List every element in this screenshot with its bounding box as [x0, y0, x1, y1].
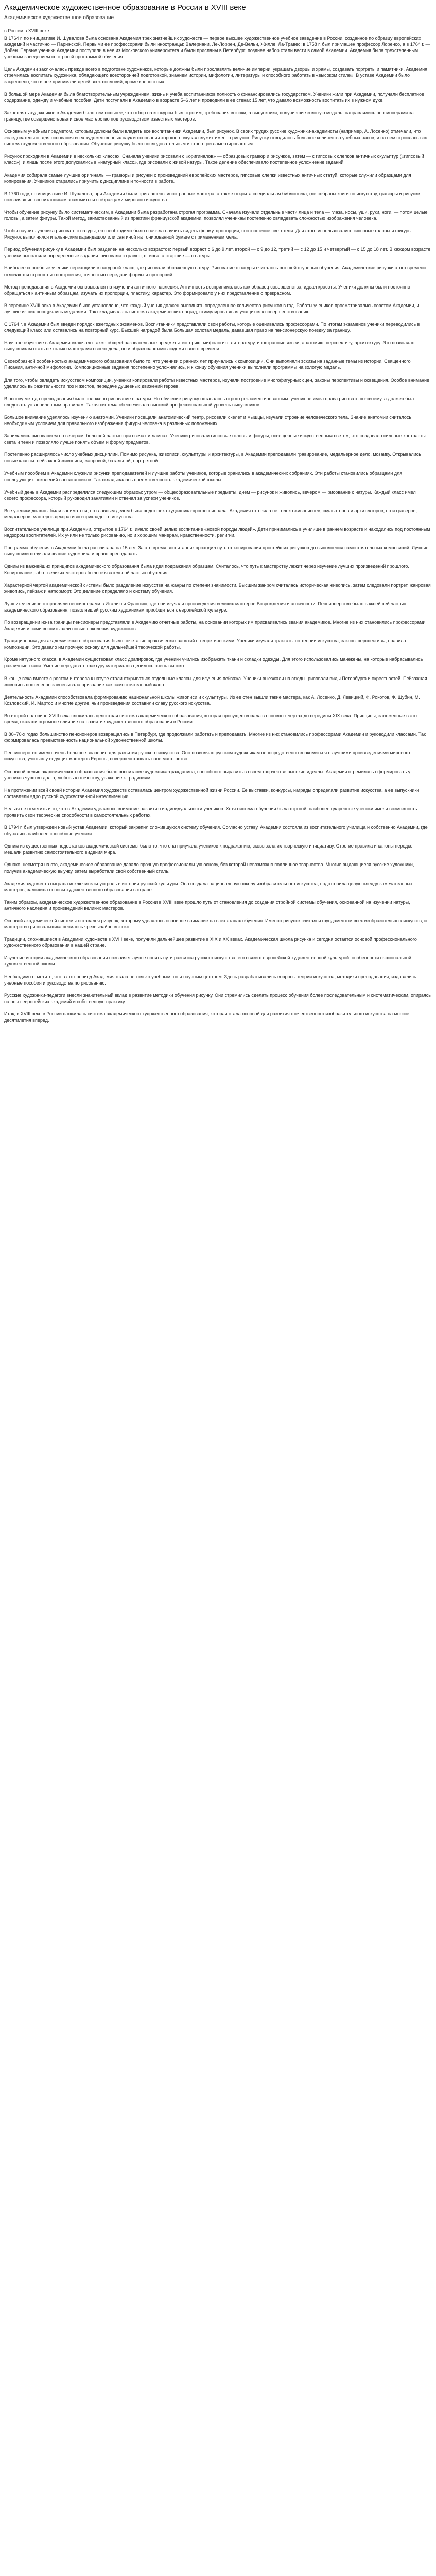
article-paragraph: Лучших учеников отправляли пенсионерами в Италию и Францию, где они изучали произведения великих мастеров Возрождения и античности. Пенсионерство было важнейшей частью академического образования, позволявшей русским художникам приобщиться к европейской культуре.	[4, 601, 406, 613]
article-paragraph: В большой мере Академия была благотворительным учреждением, жизнь и учеба воспитанников полностью финансировались государством. Ученики жили при Академии, получали бесплатное содержание, одежду и учебные пособия. Дети поступали в Академию в возрасте 5–6 лет и проводили в ее стенах 15 лет, что давало возможность воспитать их в нужном духе.	[4, 91, 424, 103]
article-paragraph: Основной целью академического образования было воспитание художника-гражданина, способного выразить в своем творчестве высокие идеалы. Академия стремилась сформировать у учеников чувство долга, любовь к отечеству, уважение к традициям.	[4, 769, 411, 781]
article-title: Академическое художественное образование в России в XVIII веке	[4, 3, 246, 12]
article-paragraph: Однако, несмотря на это, академическое образование давало прочную профессиональную основу, без которой невозможно подлинное творчество. Многие выдающиеся русские художники, получив академическую выучку, затем выработали свой собственный стиль.	[4, 862, 414, 874]
article-paragraph: Учебным пособием в Академии служили рисунки преподавателей и лучшие работы учеников, которые хранились в академических собраниях. Эти работы становились образцами для последующих поколений воспитанников. Так складывалась преемственность академической школы.	[4, 470, 403, 482]
article-paragraph: В 80–70-х годах большинство пенсионеров возвращались в Петербург, где продолжали работать и преподавать. Многие из них становились профессорами Академии и руководили классами. Так формировалась преемственность национальной художественной школы.	[4, 732, 426, 743]
article-paragraph: Все ученики должны были заниматься, но главным делом была подготовка художника-профессионала. Академия готовила не только живописцев, скульпторов и архитекторов, но и граверов, медальеров, мастеров декоративно-прикладного искусства.	[4, 507, 417, 519]
article-paragraph: Деятельность Академии способствовала формированию национальной школы живописи и скульптуры. Из ее стен вышли такие мастера, как А. Лосенко, Д. Левицкий, Ф. Рокотов, Ф. Шубин, М. Козловский, И. Мартос и многие другие, чьи произведения составили славу русского искусства.	[4, 694, 420, 706]
article-paragraph: Наиболее способные ученики переходили в натурный класс, где рисовали обнаженную натуру. Рисование с натуры считалось высшей ступенью обучения. Академические рисунки этого времени отличаются строгостью построения, точностью передачи формы и пропорций.	[4, 265, 426, 277]
article-body	[4, 35, 431, 1023]
article-paragraph: Русские художники-педагоги внесли значительный вклад в развитие методики обучения рисунку. Они стремились сделать процесс обучения более последовательным и систематическим, опираясь на опыт европейских академий и собственную практику.	[4, 992, 431, 1004]
article-paragraph: Закреплять художников в Академии было тем сильнее, что отбор на конкурсы был строгим, требования высоки, а выпускники, получившие золотую медаль, направлялись пенсионерами за границу, где совершенствовали свое мастерство под руководством известных мастеров.	[4, 110, 414, 122]
article-paragraph: В 1764 г. по инициативе И. Шувалова была основана Академия трех знатнейших художеств — первое высшее художественное учебное заведение в России, созданное по образцу европейских академий и частично — Парижской. Первыми ее профессорами были иностранцы: Валериани, Ле-Лоррен, Де-Вельи, Жилле, Ла-Травес; в 1758 г. был приглашен профессор Лоренсо, а в 1764 г. — Дойен. Первые ученики Академии поступили в нее из Московского университета и были присланы в Петербург; позднее набор стали вести в самой Академии. Академия была трехстепенным учебным заведением со строгой программой обучения.	[4, 36, 430, 60]
article-paragraph: По возвращении из-за границы пенсионеры представляли в Академию отчетные работы, на основании которых им присваивались звания академиков. Многие из них становились профессорами Академии и сами воспитывали новые поколения художников.	[4, 620, 426, 632]
article-paragraph: Основой академической системы оставался рисунок, которому уделялось основное внимание на всех этапах обучения. Именно рисунок считался фундаментом всех изобразительных искусств, и мастерство рисовальщика ценилось чрезвычайно высоко.	[4, 918, 427, 930]
article-paragraph: На протяжении всей своей истории Академия художеств оставалась центром художественной жизни России. Ее выставки, конкурсы, награды определяли развитие искусства, а ее выпускники составляли ядро русской художественной интеллигенции.	[4, 787, 420, 799]
article-paragraph: Для того, чтобы овладеть искусством композиции, ученики копировали работы известных мастеров, изучали построение многофигурных сцен, законы перспективы и освещения. Особое внимание уделялось выразительности поз и жестов, передаче душевных движений героев.	[4, 377, 430, 389]
article-paragraph: Необходимо отметить, что в этот период Академия стала не только учебным, но и научным центром. Здесь разрабатывались вопросы теории искусства, методики преподавания, издавались учебные пособия и руководства по рисованию.	[4, 974, 416, 986]
article-paragraph: Одним из важнейших принципов академического образования была идея подражания образцам. Считалось, что путь к мастерству лежит через изучение лучших произведений прошлого. Копирование работ великих мастеров было обязательной частью обучения.	[4, 564, 409, 575]
article-paragraph: В конце века вместе с ростом интереса к натуре стали открываться отдельные классы для изучения пейзажа. Ученики выезжали на этюды, рисовали виды Петербурга и окрестностей. Пейзажная живопись постепенно завоевывала признание как самостоятельный жанр.	[4, 675, 427, 687]
article-paragraph: Пенсионерство имело очень большое значение для развития русского искусства. Оно позволяло русским художникам непосредственно знакомиться с лучшими произведениями мирового искусства, учиться у ведущих мастеров Европы, совершенствовать свое мастерство.	[4, 750, 410, 762]
article-paragraph: Большое внимание уделялось изучению анатомии. Ученики посещали анатомический театр, рисовали скелет и мышцы, изучали строение человеческого тела. Знание анатомии считалось необходимым условием для правильного изображения фигуры человека в различных положениях.	[4, 414, 412, 427]
article-paragraph: Своеобразной особенностью академического образования было то, что ученики с ранних лет приучались к композиции. Они выполняли эскизы на заданные темы из истории, Священного Писания, античной мифологии. Композиционные задания постепенно усложнялись, и к концу обучения ученики выполняли программы на золотую медаль.	[4, 359, 411, 370]
article-paragraph: Традиции, сложившиеся в Академии художеств в XVIII веке, получили дальнейшее развитие в XIX и XX веках. Академическая школа рисунка и сегодня остается основой профессионального художественного образования в нашей стране.	[4, 937, 417, 948]
article-subtitle: Академическое художественное образование	[4, 15, 114, 21]
article-paragraph: Чтобы научить ученика рисовать с натуры, его необходимо было сначала научить видеть форму, пропорции, соотношение светотени. Для этого использовались гипсовые головы и фигуры. Рисунок выполнялся итальянским карандашом или сангиной на тонированной бумаге с применением мела.	[4, 228, 413, 240]
article-paragraph: Постепенно расширялось число учебных дисциплин. Помимо рисунка, живописи, скульптуры и архитектуры, в Академии преподавали гравирование, медальерное дело, мозаику. Открывались новые классы: пейзажной живописи, жанровой, батальной, портретной.	[4, 452, 421, 464]
article-paragraph: Нельзя не отметить и то, что в Академии уделялось внимание развитию индивидуальности учеников. Хотя система обучения была строгой, наиболее одаренные ученики имели возможность проявить свои творческие способности в самостоятельных работах.	[4, 806, 417, 818]
article-paragraph: Научное обучение в Академии включало также общеобразовательные предметы: историю, мифологию, литературу, иностранные языки, анатомию, перспективу, архитектуру. Это позволяло выпускникам стать не только мастерами своего дела, но и образованными людьми своего времени.	[4, 340, 415, 352]
article-paragraph: Программа обучения в Академии была рассчитана на 15 лет. За это время воспитанник проходил путь от копирования простейших рисунков до выполнения самостоятельных композиций. Лучшие выпускники получали звание художника и право преподавать.	[4, 545, 429, 557]
article-paragraph: Традиционным для академического образования было сочетание практических занятий с теоретическими. Ученики изучали трактаты по теории искусства, законы перспективы, правила композиции. Это давало им прочную основу для дальнейшей творческой работы.	[4, 638, 406, 650]
article-paragraph: С 1764 г. в Академии был введен порядок ежегодных экзаменов. Воспитанники представляли свои работы, которые оценивались профессорами. По итогам экзаменов ученики переводились в следующий класс или оставались на повторный курс. Высшей наградой была Большая золотая медаль, дававшая право на пенсионерскую поездку за границу.	[4, 321, 420, 333]
article-paragraph: В основу метода преподавания было положено рисование с натуры. Но обучение рисунку оставалось строго регламентированным: ученик не имел права рисовать по-своему, а должен был следовать установленным правилам. Такая система обеспечивала высокий профессиональный уровень выпускников.	[4, 396, 414, 408]
article-paragraph: Метод преподавания в Академии основывался на изучении античного наследия. Античность воспринималась как образец совершенства, идеал красоты. Ученики должны были постоянно обращаться к античным образцам, изучать их пропорции, пластику, характер. Это формировало у них представление о прекрасном.	[4, 284, 410, 296]
article-paragraph: Рисунок проходили в Академии в нескольких классах. Сначала ученики рисовали с «оригиналов» — образцовых гравюр и рисунков, затем — с гипсовых слепков античных скульптур («гипсовый класс»), и лишь после этого допускались в «натурный класс», где рисовали с живой натуры. Такое деление обеспечивало постепенное усложнение заданий.	[4, 154, 424, 165]
article-paragraph: Воспитательное училище при Академии, открытое в 1764 г., имело своей целью воспитание «новой породы людей». Дети принимались в училище в раннем возрасте и находились под постоянным надзором воспитателей. Их учили не только рисованию, но и хорошим манерам, нравственности, религии.	[4, 527, 430, 538]
article-paragraph: Учебный день в Академии распределялся следующим образом: утром — общеобразовательные предметы, днем — рисунок и живопись, вечером — рисование с натуры. Каждый класс имел своего профессора, который руководил занятиями и отвечал за успехи учеников.	[4, 489, 416, 501]
article-lead: в России в XVIII веке	[4, 28, 49, 33]
article-paragraph: Во второй половине XVIII века сложилась целостная система академического образования, которая просуществовала в основных чертах до середины XIX века. Принципы, заложенные в это время, оказали огромное влияние на развитие художественного образования в России.	[4, 713, 417, 725]
article-paragraph: Академия собирала самые лучшие оригиналы — гравюры и рисунки с произведений европейских мастеров, гипсовые слепки известных античных статуй, которые служили образцами для копирования. Учеников старались приучить к дисциплине и точности в работе.	[4, 172, 411, 184]
article-paragraph: Период обучения рисунку в Академии был разделен на несколько возрастов: первый возраст с 6 до 9 лет, второй — с 9 до 12, третий — с 12 до 15 и четвертый — с 15 до 18 лет. В каждом возрасте ученики выполняли определенные задания: рисовали с гравюр, с гипса, а старшие — с натуры.	[4, 247, 431, 259]
article-paragraph: Изучение истории академического образования позволяет лучше понять пути развития русского искусства, его связи с европейской художественной культурой, особенности национальной художественной школы.	[4, 955, 411, 967]
article-paragraph: Итак, в XVIII веке в России сложилась система академического художественного образования, которая стала основой для развития отечественного изобразительного искусства на многие десятилетия вперед.	[4, 1011, 410, 1023]
article-paragraph: Таким образом, академическое художественное образование в России в XVIII веке прошло путь от становления до создания стройной системы обучения, основанной на изучении натуры, античного наследия и произведений великих мастеров.	[4, 899, 410, 911]
article-paragraph: Одним из существенных недостатков академической системы было то, что она приучала учеников к подражанию, сковывала их творческую инициативу. Строгие правила и каноны нередко мешали развитию самостоятельного видения мира.	[4, 843, 413, 855]
article-paragraph: Кроме натурного класса, в Академии существовал класс драпировок, где ученики учились изображать ткани и складки одежды. Для этого использовались манекены, на которые набрасывались различные ткани. Умение передавать фактуру материалов ценилось очень высоко.	[4, 657, 423, 669]
article-paragraph: В середине XVIII века в Академии было установлено, что каждый ученик должен выполнять определенное количество рисунков в год. Работы учеников просматривались советом Академии, и лучшие из них поощрялись медалями. Так складывалась система академических наград, стимулировавшая учащихся к совершенствованию.	[4, 302, 420, 314]
article-paragraph: Чтобы обучение рисунку было систематическим, в Академии была разработана строгая программа. Сначала изучали отдельные части лица и тела — глаза, носы, уши, руки, ноги, — потом целые головы, а затем фигуры. Такой метод, заимствованный из практики французской академии, позволял ученикам постепенно овладевать сложностью изображения человека.	[4, 209, 428, 221]
article-paragraph: Основным учебным предметом, которым должны были владеть все воспитанники Академии, был рисунок. В своих трудах русские художники-академисты (например, А. Лосенко) отмечали, что «следовательно, для основания всех художественных наук и основания хорошего вкуса» служит именно рисунок. Рисунку отводилось большое количество учебных часов, и на нем строилась вся система художественного образования. Обучение рисунку было последовательным и строго регламентированным.	[4, 129, 428, 147]
article-paragraph: В 1760 году, по инициативе И. Шувалова, при Академии были приглашены иностранные мастера, а также открыта специальная библиотека, где собраны книги по искусству, гравюры и рисунки, позволявшие воспитанникам знакомиться с образцами мирового искусства.	[4, 191, 422, 202]
article-paragraph: Характерной чертой академической системы было разделение искусства на жанры по степени значимости. Высшим жанром считалась историческая живопись, затем следовали портрет, жанровая живопись, пейзаж и натюрморт. Это деление определяло и систему обучения.	[4, 582, 431, 594]
article-paragraph: В 1794 г. был утвержден новый устав Академии, который закрепил сложившуюся систему обучения. Согласно уставу, Академия состояла из воспитательного училища и собственно Академии, где обучались наиболее способные ученики.	[4, 825, 428, 837]
article-paragraph: Цель Академии заключалась прежде всего в подготовке художников, которые должны были прославлять величие империи, украшать дворцы и храмы, создавать портреты и памятники. Академия стремилась воспитать художника, обладающего всесторонней подготовкой, знанием истории, мифологии, литературы и способного работать в «высоком стиле». В уставе Академии было закреплено, что в нее принимали детей всех сословий, кроме крепостных.	[4, 66, 427, 84]
article-paragraph: Академия художеств сыграла исключительную роль в истории русской культуры. Она создала национальную школу изобразительного искусства, подготовила целую плеяду замечательных мастеров, заложила основы художественного образования в стране.	[4, 880, 413, 892]
article-paragraph: Занимались рисованием по вечерам, большей частью при свечах и лампах. Ученики рисовали гипсовые головы и фигуры, освещенные искусственным светом, что создавало сильные контрасты света и тени и позволяло лучше понять объем и форму предметов.	[4, 433, 426, 445]
